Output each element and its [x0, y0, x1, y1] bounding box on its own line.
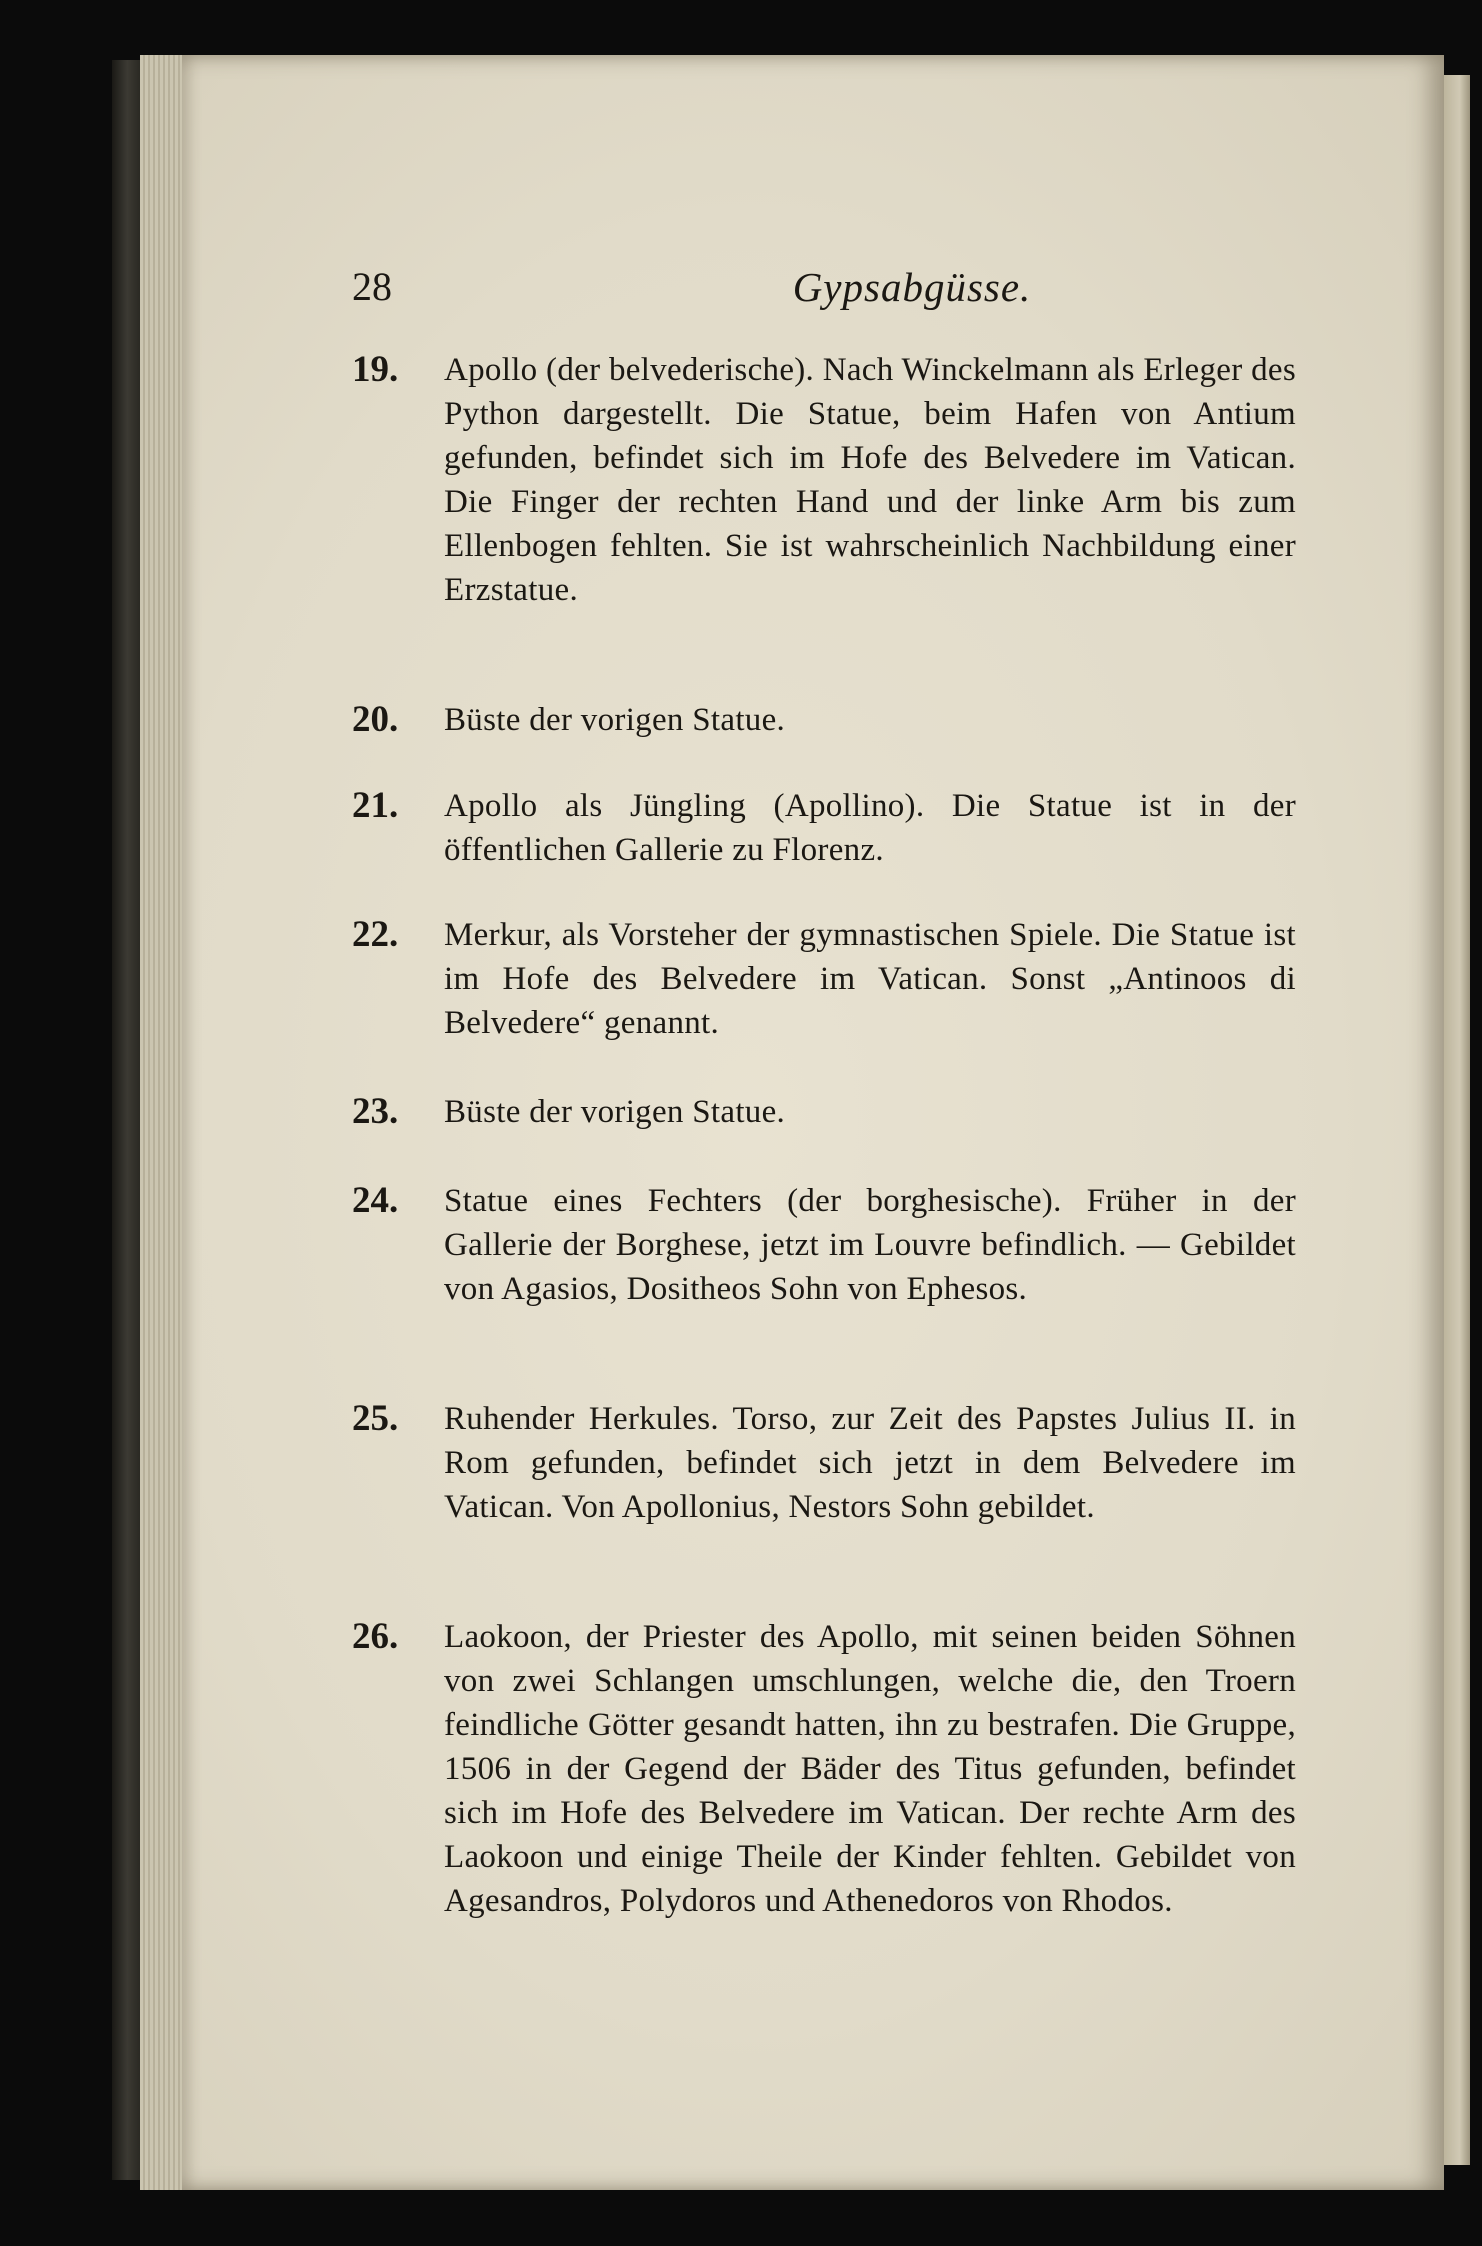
entry-number: 26.: [352, 1616, 399, 1657]
entry-23: [352, 1090, 1472, 1134]
entry-21: [352, 784, 1472, 872]
entry-number: 21.: [352, 785, 399, 826]
entry-text: Ruhender Herkules. Torso, zur Zeit des Papstes Julius II. in Rom gefunden, befindet sich jetzt in dem Belvedere im Vatican. Von Apollonius, Nestors Sohn gebildet.: [444, 1401, 1296, 1525]
entry-24: [352, 1179, 1472, 1311]
page-header: [352, 263, 1472, 323]
entry-number: 23.: [352, 1091, 399, 1132]
page-number: 28: [352, 264, 392, 309]
entry-22: [352, 913, 1472, 1045]
entry-text: Apollo (der belvederische). Nach Winckelmann als Erleger des Python dargestellt. Die Statue, beim Hafen von Antium gefunden, befindet sich im Hofe des Belvedere im Vatican. Die Finger der rechten Hand und der linke Arm bis zum Ellenbogen fehlten. Sie ist wahrscheinlich Nachbildung einer Erzstatue.: [444, 352, 1296, 608]
entry-number: 24.: [352, 1180, 399, 1221]
page-edges: [140, 55, 188, 2190]
entry-20: [352, 698, 1472, 742]
entry-number: 22.: [352, 914, 399, 955]
entry-25: [352, 1397, 1472, 1529]
running-title: Gypsabgüsse.: [792, 264, 1032, 310]
entry-number: 25.: [352, 1398, 399, 1439]
entry-26: [352, 1615, 1472, 1923]
entry-text: Apollo als Jüngling (Apollino). Die Statue ist in der öffentlichen Gallerie zu Florenz.: [444, 788, 1296, 868]
entry-text: Büste der vorigen Statue.: [444, 702, 786, 738]
entry-number: 20.: [352, 699, 399, 740]
entry-text: Laokoon, der Priester des Apollo, mit seinen beiden Söhnen von zwei Schlangen umschlungen, welche die, den Troern feindliche Götter gesandt hatten, ihn zu bestrafen. Die Gruppe, 1506 in der Gegend der Bäder des Titus gefunden, befindet sich im Hofe des Belvedere im Vatican. Der rechte Arm des Laokoon und einige Theile der Kinder fehlten. Gebildet von Agesandros, Polydoros und Athenedoros von Rhodos.: [444, 1619, 1296, 1919]
entry-19: [352, 348, 1472, 612]
facing-page-edge: [1444, 75, 1470, 2165]
entry-number: 19.: [352, 349, 399, 390]
entry-text: Merkur, als Vorsteher der gymnastischen Spiele. Die Statue ist im Hofe des Belvedere im Vatican. Sonst „Antinoos di Belvedere“ genannt.: [444, 917, 1296, 1041]
book-page: [182, 55, 1444, 2190]
entry-text: Statue eines Fechters (der borghesische). Früher in der Gallerie der Borghese, jetzt im Louvre befindlich. — Gebildet von Agasios, Dositheos Sohn von Ephesos.: [444, 1183, 1296, 1307]
entry-text: Büste der vorigen Statue.: [444, 1094, 786, 1130]
